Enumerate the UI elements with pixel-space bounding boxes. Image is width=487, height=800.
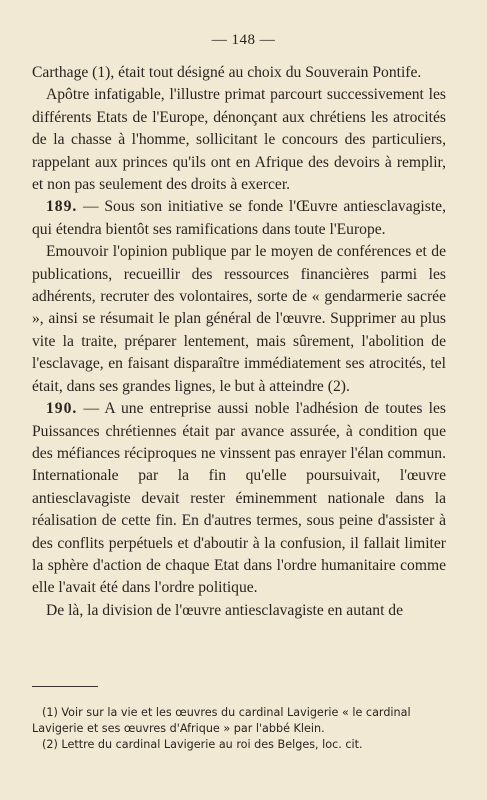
paragraph-6: De là, la division de l'œuvre antiesclavagiste en autant de <box>46 601 404 619</box>
paragraph-2: Apôtre infatigable, l'illustre primat parcourt successivement les différents Etats de l'Europe, dénonçant aux chrétiens les atrocités de la chasse à l'homme, sollicitant le concours des particuliers, rappelant aux princes qu'ils ont en Afrique des devoirs à remplir, et non pas seulement des droits à exercer. <box>32 86 446 194</box>
footnote-divider <box>32 686 98 687</box>
footnote-1 <box>32 705 446 737</box>
section-189-text: — Sous son initiative se fonde l'Œuvre antiesclavagiste, qui étendra bientôt ses ramifications dans toute l'Europe. <box>32 198 446 238</box>
footnote-2 <box>32 737 446 753</box>
footnote-1-line-2: Lavigerie et ses œuvres d'Afrique » par l'abbé Klein. <box>32 722 325 735</box>
paragraph-1: Carthage (1), était tout désigné au choix du Souverain Pontife. <box>32 64 422 81</box>
section-190 <box>32 398 446 600</box>
section-189 <box>32 196 446 241</box>
footnote-2-line-1: (2) Lettre du cardinal Lavigerie au roi des Belges, loc. cit. <box>42 738 363 751</box>
footnote-1-line-1: (1) Voir sur la vie et les œuvres du cardinal Lavigerie « le cardinal <box>42 706 411 719</box>
section-190-text: — A une entreprise aussi noble l'adhésion de toutes les Puissances chrétiennes était par avance assurée, à condition que des méfiances réciproques ne vinssent pas enrayer l'élan commun. Internationale par la fin qu'elle poursuivait, l'œuvre antiesclavagiste devait rester éminemment nationale dans la réalisation de cette fin. En d'autres termes, sous peine d'assister à des conflits perpétuels et d'aboutir à la confusion, il fallait limiter la sphère d'action de chaque Etat dans l'ordre humanitaire comme elle l'avait été dans l'ordre politique. <box>32 400 446 597</box>
paragraph-4: Emouvoir l'opinion publique par le moyen de conférences et de publications, recueillir des ressources financières parmi les adhérents, recruter des volontaires, sorte de « gendarmerie sacrée », ainsi se résumait le plan général de l'œuvre. Supprimer au plus vite la traite, préparer lentement, mais sûrement, l'abolition de l'esclavage, en faisant disparaître immédiatement ses atrocités, tel était, dans ses grandes lignes, le but à atteindre (2). <box>32 243 446 395</box>
main-text <box>32 62 446 622</box>
section-number-189: 189. <box>46 198 78 216</box>
section-number-190: 190. <box>46 400 78 418</box>
page-number: — 148 — <box>211 32 276 48</box>
footnotes <box>32 705 446 753</box>
